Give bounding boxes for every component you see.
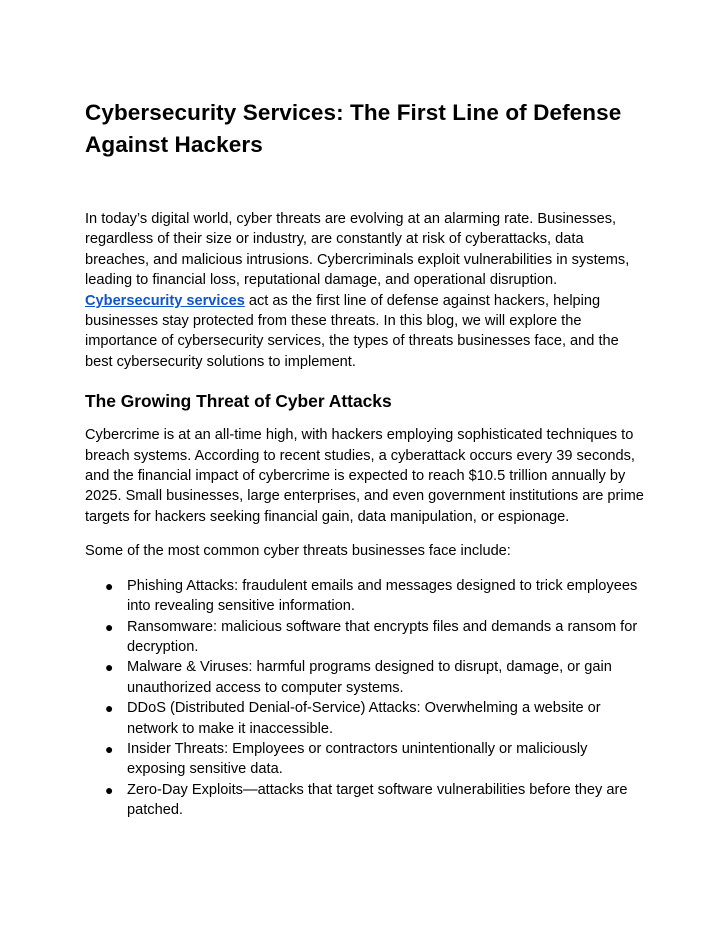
intro-text-after-link: act as the first line of defense against hackers, helping businesses stay protected from these threats. In this blog, we will explore the importance of cybersecurity services, the types of threats businesses face, and the best cybersecurity solutions to implement. xyxy=(85,292,619,370)
paragraph-spacer xyxy=(85,527,645,541)
bullet-icon: ● xyxy=(105,577,114,594)
document-page xyxy=(85,97,645,821)
section-paragraph-2: Some of the most common cyber threats businesses face include: xyxy=(85,543,511,560)
list-item xyxy=(85,739,645,780)
bullet-icon: ● xyxy=(105,781,114,798)
list-item-text: Insider Threats: Employees or contractors unintentionally or maliciously exposing sensitive data. xyxy=(127,740,588,778)
list-item-text: Ransomware: malicious software that encrypts files and demands a ransom for decryption. xyxy=(127,618,638,655)
list-item-text: Zero-Day Exploits—attacks that target software vulnerabilities before they are patched. xyxy=(127,781,628,819)
bullet-icon: ● xyxy=(105,740,114,757)
bullet-icon: ● xyxy=(105,659,114,676)
list-item xyxy=(85,780,645,821)
bullet-icon: ● xyxy=(105,618,114,635)
bullet-icon: ● xyxy=(105,700,114,717)
list-item xyxy=(85,657,645,698)
list-item-text: DDoS (Distributed Denial-of-Service) Attacks: Overwhelming a website or network to make it inaccessible. xyxy=(127,700,601,737)
page-title: Cybersecurity Services: The First Line of Defense Against Hackers xyxy=(85,100,622,157)
list-item xyxy=(85,576,645,617)
list-item xyxy=(85,617,645,658)
list-item-text: Malware & Viruses: harmful programs designed to disrupt, damage, or gain unauthorized access to computer systems. xyxy=(127,659,612,696)
section-paragraph-1: Cybercrime is at an all-time high, with hackers employing sophisticated techniques to breach systems. According to recent studies, a cyberattack occurs every 39 seconds, and the financial impact of cybercrime is expected to reach $10.5 trillion annually by 2025. Small businesses, large enterprises, and even government institutions are prime targets for hackers seeking financial gain, data manipulation, or espionage. xyxy=(85,427,644,525)
threats-list xyxy=(85,576,645,821)
cybersecurity-services-link[interactable]: Cybersecurity services xyxy=(85,292,245,309)
list-item-text: Phishing Attacks: fraudulent emails and messages designed to trick employees into revealing sensitive information. xyxy=(127,577,638,615)
intro-paragraph xyxy=(85,209,645,372)
intro-text-before-link: In today’s digital world, cyber threats are evolving at an alarming rate. Businesses, regardless of their size or industry, are constantly at risk of cyberattacks, data breaches, and malicious intrusions. Cybercriminals exploit vulnerabilities in systems, leading to financial loss, reputational damage, and operational disruption. xyxy=(85,211,630,289)
section-heading: The Growing Threat of Cyber Attacks xyxy=(85,391,392,412)
list-item xyxy=(85,698,645,739)
